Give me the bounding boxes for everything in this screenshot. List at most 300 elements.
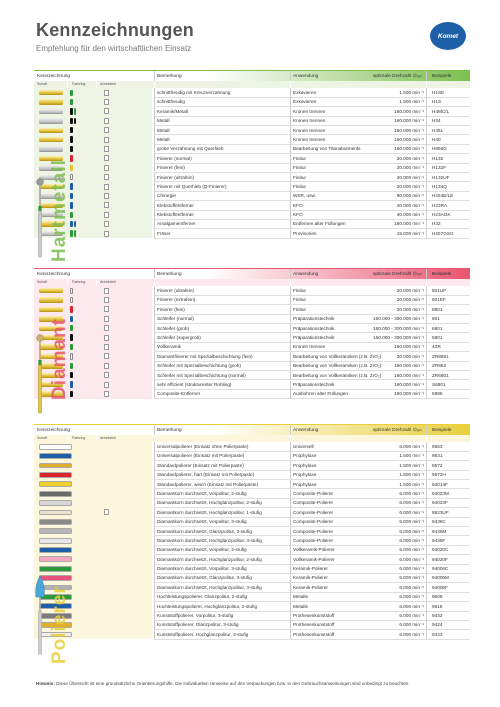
column-divider [154,279,155,286]
section-header [34,70,470,81]
cell-beispiel: H257GSG [432,230,454,236]
table-row [34,611,470,620]
polisher-color-bar [39,547,72,553]
cell-anwendung: Kronen trennen [293,118,326,124]
cell-anwendung: Keramik-Polierer [293,566,328,572]
section-subheader [34,435,470,442]
cell-drehzahl: 160.000 min⁻¹ [394,344,424,350]
section-diamant [34,268,470,399]
cell-beispiel: 94023F [432,500,448,506]
working-part-icon [104,335,109,341]
cell-beispiel: 6801 [432,325,443,331]
column-divider [426,81,427,88]
cell-drehzahl: 6.000 min⁻¹ [399,444,424,449]
cell-anwendung: Finitur [293,183,307,189]
table-row [34,470,470,479]
cell-beispiel: 9631 [432,453,443,459]
cell-beispiel: 94014F [432,481,448,487]
cell-bemerkung: grobe Verzahnung mit Querhieb [157,146,224,152]
cell-drehzahl: 6.000 min⁻¹ [399,603,424,609]
cell-bemerkung: Universalpolierer (Einsatz ohne Polierpaste) [157,444,249,449]
cell-beispiel: 5801 [432,334,443,340]
cell-drehzahl: 20.000 min⁻¹ [396,155,424,161]
cell-beispiel: H254E/LE [432,193,454,199]
column-divider [154,81,155,88]
cell-anwendung: WSR, usw. [293,193,316,199]
cell-bemerkung: Kunststoffpolierer, Vorpolitur, 3-stufig [157,613,234,619]
cell-anwendung: Bearbeitung von Vollkeramiken (z.B. ZrO₂) [293,353,382,359]
cell-bemerkung: Metall [157,118,170,124]
cell-beispiel: H35L [432,127,444,133]
cell-beispiel: H1S [432,99,442,105]
cell-beispiel: 94006C [432,566,449,572]
column-divider [96,279,97,286]
color-ring-group [70,136,73,142]
cell-anwendung: Provisorien [293,230,317,236]
table-row [34,173,470,182]
cell-bemerkung: Schleifer (grob) [157,325,190,331]
cell-anwendung: Composite-Polierer [293,519,334,525]
cell-beispiel: 94020C [432,547,449,553]
sub-arbeitsteil: Arbeitsteil [100,280,116,284]
color-ring-group [70,297,73,303]
cell-drehzahl: 1.500 min⁻¹ [399,90,424,95]
table-row [34,620,470,629]
color-ring-group [70,99,73,105]
cell-bemerkung: Finierer (extrafein) [157,297,196,303]
shank-icon [39,146,63,151]
cell-beispiel: 9424 [432,622,443,628]
column-divider [154,425,155,435]
section-rows [34,286,470,399]
cell-drehzahl: 20.000 min⁻¹ [396,165,424,171]
sub-farbring: Farbring [72,82,86,86]
cell-beispiel: H132F [432,165,447,171]
sub-schaft: Schaft [37,436,48,440]
col-drehzahl: optimale Drehzahl ⊙ₒₚₜ [372,272,422,277]
table-row [34,352,470,361]
cell-beispiel: ZR8881 [432,353,449,359]
cell-bemerkung: Finierer (normal) [157,155,192,161]
working-part-icon [104,316,109,322]
cell-drehzahl: 160.000 - 300.000 min⁻¹ [373,325,424,331]
row-divider [154,398,470,399]
cell-bemerkung: Finierer (ultrafein) [157,288,194,293]
polisher-icon [33,575,47,655]
cell-drehzahl: 160.000 min⁻¹ [394,118,424,124]
table-row [34,361,470,370]
cell-beispiel: S6801 [432,381,446,387]
cell-anwendung: Prothesenkunststoff [293,631,335,637]
cell-bemerkung: Composite-Entferner [157,391,201,397]
polisher-color-bar [39,444,72,450]
col-drehzahl: optimale Drehzahl ⊙ₒₚₜ [372,74,422,79]
side-label-diamant: Diamant [49,318,70,400]
polisher-color-bar [39,463,72,469]
cell-beispiel: 801EF [432,297,446,303]
color-ring-icon [70,90,73,96]
table-row [34,88,470,97]
cell-drehzahl: 20.000 min⁻¹ [396,288,424,293]
cell-beispiel: 94020F [432,556,448,562]
cell-bemerkung: Diamantkorn durchsetzt, Hochglanzpolitur, 1-stufig [157,509,262,515]
section-subheader [34,81,470,88]
cell-drehzahl: 20.000 min⁻¹ [396,306,424,312]
section-header [34,268,470,279]
cell-beispiel: ZR862 [432,363,447,369]
table-row [34,389,470,398]
cell-anwendung: Finitur [293,155,307,161]
sub-schaft: Schaft [37,280,48,284]
column-divider [154,435,155,442]
cell-anwendung: Exkavieren [293,99,317,105]
table-row [34,219,470,228]
cell-anwendung: Finitur [293,174,307,180]
cell-anwendung: Entfernen alter Füllungen [293,221,346,227]
polisher-color-bar [39,453,72,459]
working-part-icon [104,90,109,96]
footer-hinweis-label: Hinweis: [36,681,55,686]
cell-beispiel: 8801 [432,306,443,312]
table-row [34,201,470,210]
cell-anwendung: Composite-Polierer [293,537,334,543]
table-row [34,564,470,573]
cell-beispiel: H23RA [432,202,448,208]
working-part-icon [104,363,109,369]
working-part-icon [104,108,109,114]
table-row [34,380,470,389]
cell-anwendung: Bearbeitung von Titanabutments [293,146,361,152]
carbide-bur-icon [36,178,44,258]
color-ring-group [70,146,73,152]
polisher-color-bar [39,538,72,544]
cell-drehzahl: 6.000 min⁻¹ [399,500,424,506]
cell-beispiel: 9523UF [432,509,449,515]
table-row [34,592,470,601]
cell-beispiel: 94023M [432,490,449,496]
cell-drehzahl: 6.000 min⁻¹ [399,519,424,525]
cell-beispiel: H40 [432,136,441,142]
footer-note [36,681,410,686]
cell-anwendung: Finitur [293,306,307,312]
cell-drehzahl: 6.000 min⁻¹ [399,613,424,619]
working-part-icon [104,202,109,208]
cell-drehzahl: 6.000 min⁻¹ [399,594,424,600]
section-hartmetall [34,70,470,238]
cell-anwendung: Prothesenkunststoff [293,613,335,619]
cell-anwendung: KFO [293,202,303,208]
cell-drehzahl: 1.500 min⁻¹ [399,481,424,487]
table-row [34,314,470,323]
working-part-icon [104,99,109,105]
sub-arbeitsteil: Arbeitsteil [100,82,116,86]
cell-beispiel: H132 [432,155,444,161]
col-kennzeichnung: Kennzeichnung [37,428,71,433]
cell-bemerkung: Diamantkorn durchsetzt, Vorpolitur, 2-stufig [157,547,247,553]
table-row [34,545,470,554]
sub-arbeitsteil: Arbeitsteil [100,436,116,440]
page-header [36,20,194,53]
cell-bemerkung: Vollkeramik [157,344,181,350]
working-part-icon [104,184,109,190]
cell-bemerkung: Standardpolierer, hart (Einsatz mit Polierpaste) [157,472,255,478]
sub-farbring: Farbring [72,436,86,440]
cell-bemerkung: Standardpolierer (Einsatz mit Polierpaste) [157,462,244,468]
table-row [34,324,470,333]
table-row [34,191,470,200]
working-part-icon [104,297,109,303]
polisher-color-bar [39,500,72,506]
cell-beispiel: H23AGK [432,212,451,218]
cell-bemerkung: Diamantkorn durchsetzt, Hochglanzpolitur, 2-stufig [157,556,262,562]
table-row [34,163,470,172]
table-row [34,489,470,498]
working-part-icon [104,325,109,331]
column-divider [426,435,427,442]
polisher-color-bar [39,566,72,572]
cell-bemerkung: Keramik/Metall [157,108,188,114]
cell-drehzahl: 6.000 min⁻¹ [399,566,424,572]
table-row [34,442,470,451]
cell-drehzahl: 160.000 - 300.000 min⁻¹ [373,334,424,340]
col-kennzeichnung: Kennzeichnung [37,272,71,277]
cell-drehzahl: 160.000 min⁻¹ [394,146,424,152]
cell-beispiel: 4ZR [432,344,441,350]
cell-bemerkung: Hochleistungspolierer, Hochglanzpolitur, 2-stufig [157,603,258,609]
working-part-icon [104,306,109,312]
working-part-icon [104,221,109,227]
cell-beispiel: H1SE [432,90,445,95]
working-part-icon [104,382,109,388]
cell-bemerkung: Diamantkorn durchsetzt, Vorpolitur, 3-stufig [157,566,247,572]
cell-drehzahl: 6.000 min⁻¹ [399,631,424,637]
cell-beispiel: 9433 [432,631,443,637]
working-part-icon [104,391,109,397]
cell-drehzahl: 15.000 min⁻¹ [396,230,424,236]
col-anwendung: Anwendung [293,428,319,433]
cell-beispiel: H134Q [432,183,447,189]
cell-bemerkung: Kunststoffpolierer, Hochglanzpolitur, 3-stufig [157,631,249,637]
cell-anwendung: Kronen trennen [293,108,326,114]
cell-anwendung: Finitur [293,288,307,293]
color-ring-group [70,306,73,312]
shank-icon [39,90,63,95]
cell-beispiel: 9436C [432,519,446,525]
cell-anwendung: Prophylaxe [293,462,317,468]
cell-beispiel: 9608 [432,594,443,600]
cell-anwendung: Kronen trennen [293,127,326,133]
table-row [34,182,470,191]
cell-drehzahl: 6.000 min⁻¹ [399,490,424,496]
cell-bemerkung: Schleifer mit Spezialbeschichtung (normal) [157,372,246,378]
col-bemerkung: Bemerkung [157,428,182,433]
section-polierer [34,424,470,639]
cell-drehzahl: 20.000 min⁻¹ [396,174,424,180]
cell-beispiel: H32 [432,221,441,227]
table-row [34,517,470,526]
cell-drehzahl: 6.000 min⁻¹ [399,547,424,553]
column-divider [426,269,427,279]
cell-anwendung: Composite-Polierer [293,500,334,506]
col-bemerkung: Bemerkung [157,74,182,79]
cell-bemerkung: Amalgamentferner [157,221,196,227]
table-row [34,451,470,460]
working-part-icon [104,155,109,161]
color-ring-icon [70,118,73,124]
color-ring-icon [70,136,73,142]
table-row [34,573,470,582]
cell-beispiel: 9436F [432,537,446,543]
side-label-hartmetall: Hartmetall [49,159,70,262]
color-ring-icon [74,108,77,114]
cell-drehzahl: 1.500 min⁻¹ [399,99,424,105]
cell-anwendung: KFO [293,212,303,218]
table-row [34,305,470,314]
section-header [34,424,470,435]
column-divider [96,435,97,442]
column-divider [426,71,427,81]
cell-drehzahl: 160.000 min⁻¹ [394,108,424,114]
cell-beispiel: H34 [432,118,441,124]
cell-beispiel: 9618 [432,603,443,609]
cell-drehzahl: 80.000 min⁻¹ [396,193,424,199]
cell-anwendung: Kronen trennen [293,344,326,350]
col-beispiele: Beispiele [432,74,452,79]
cell-bemerkung: Diamantkorn durchsetzt, Hochglanzpolitur, 3-stufig [157,537,262,543]
cell-bemerkung: Diamantkorn durchsetzt, Hochglanzpolitur, 2-stufig [157,500,262,506]
section-rows [34,442,470,639]
cell-drehzahl: 160.000 min⁻¹ [394,381,424,387]
cell-bemerkung: Diamantkorn durchsetzt, Glanzpolitur, 3-stufig [157,575,252,581]
col-bemerkung: Bemerkung [157,272,182,277]
cell-anwendung: Präparationstechnik [293,334,335,340]
cell-anwendung: Vollkeramik-Polierer [293,547,335,553]
cell-anwendung: Metalle [293,594,309,600]
shank-icon [39,118,63,123]
cell-anwendung: Prophylaxe [293,453,317,459]
table-row [34,126,470,135]
table-row [34,154,470,163]
cell-drehzahl: 160.000 min⁻¹ [394,221,424,227]
cell-anwendung: Keramik-Polierer [293,575,328,581]
sub-schaft: Schaft [37,82,48,86]
cell-drehzahl: 20.000 min⁻¹ [396,353,424,359]
working-part-icon [104,231,109,237]
col-anwendung: Anwendung [293,74,319,79]
table-row [34,555,470,564]
color-ring-icon [70,99,73,105]
insert-icon [104,509,109,515]
cell-bemerkung: Finierer mit Querhieb (Q-Finierer) [157,183,227,189]
cell-bemerkung: Diamantkorn durchsetzt, Hochglanzpolitur, 3-stufig [157,584,262,590]
cell-anwendung: Finitur [293,165,307,171]
color-ring-icon [70,127,73,133]
working-part-icon [104,212,109,218]
cell-anwendung: Keramik-Polierer [293,584,328,590]
column-divider [290,81,291,88]
col-kennzeichnung: Kennzeichnung [37,74,71,79]
cell-drehzahl: 1.500 min⁻¹ [399,462,424,468]
cell-drehzahl: 40.000 min⁻¹ [396,212,424,218]
cell-bemerkung: Schleifer (normal) [157,316,194,322]
col-drehzahl: optimale Drehzahl ⊙ₒₚₜ [372,428,422,433]
cell-anwendung: Composite-Polierer [293,509,334,515]
cell-anwendung: Prophylaxe [293,472,317,478]
column-divider [290,435,291,442]
cell-drehzahl: 20.000 min⁻¹ [396,297,424,303]
page-subtitle: Empfehlung für den wirtschaftlichen Einsatz [36,44,192,53]
cell-beispiel: 5985 [432,391,443,397]
working-part-icon [104,372,109,378]
cell-bemerkung: Finierer (ultrafein) [157,174,194,180]
cell-beispiel: 801 [432,316,440,322]
color-ring-icon [70,306,73,312]
cell-anwendung: Präparationstechnik [293,381,335,387]
table-row [34,295,470,304]
cell-anwendung: Metalle [293,603,309,609]
table-row [34,508,470,517]
cell-bemerkung: Finierer (fein) [157,165,185,171]
table-row [34,229,470,238]
polisher-color-bar [39,519,72,525]
polisher-color-bar [39,556,72,562]
cell-anwendung: Ausbohren alter Füllungen [293,391,348,397]
working-part-icon [104,344,109,350]
cell-anwendung: Prophylaxe [293,481,317,487]
working-part-icon [104,193,109,199]
cell-anwendung: Präparationstechnik [293,316,335,322]
color-ring-group [70,288,73,294]
color-ring-icon [74,230,77,236]
cell-bemerkung: Universalpolierer (Einsatz mit Polierpaste) [157,453,245,459]
cell-bemerkung: Schleifer (supergrob) [157,334,201,340]
column-divider [426,279,427,286]
color-ring-group [70,90,73,96]
cell-drehzahl: 20.000 min⁻¹ [396,183,424,189]
cell-anwendung: Prothesenkunststoff [293,622,335,628]
cell-beispiel: 94006F [432,584,448,590]
column-divider [154,71,155,81]
column-divider [67,279,68,286]
shank-icon [39,297,63,302]
diamond-bur-icon [36,334,44,414]
color-ring-icon [70,108,73,114]
table-row [34,97,470,106]
cell-beispiel: 9672 [432,462,443,468]
column-divider [67,81,68,88]
cell-beispiel: 9672H [432,472,446,478]
cell-bemerkung: schnittfreudig [157,99,185,105]
table-row [34,116,470,125]
cell-bemerkung: Fräser [157,230,171,236]
cell-bemerkung: Klebstoffentferner [157,212,194,218]
row-divider [154,238,470,239]
color-ring-group [70,127,73,133]
table-row [34,480,470,489]
cell-drehzahl: 160.000 min⁻¹ [394,391,424,397]
table-row [34,342,470,351]
color-ring-group [70,108,76,114]
cell-drehzahl: 6.000 min⁻¹ [399,584,424,590]
cell-drehzahl: 160.000 min⁻¹ [394,372,424,378]
cell-anwendung: Bearbeitung von Vollkeramiken (z.B. ZrO₂) [293,363,382,369]
logo-text: Komet [437,32,459,40]
cell-drehzahl: 6.000 min⁻¹ [399,509,424,515]
cell-drehzahl: 160.000 - 300.000 min⁻¹ [373,316,424,322]
cell-beispiel: 9553 [432,444,443,449]
column-divider [290,279,291,286]
shank-icon [39,99,63,104]
